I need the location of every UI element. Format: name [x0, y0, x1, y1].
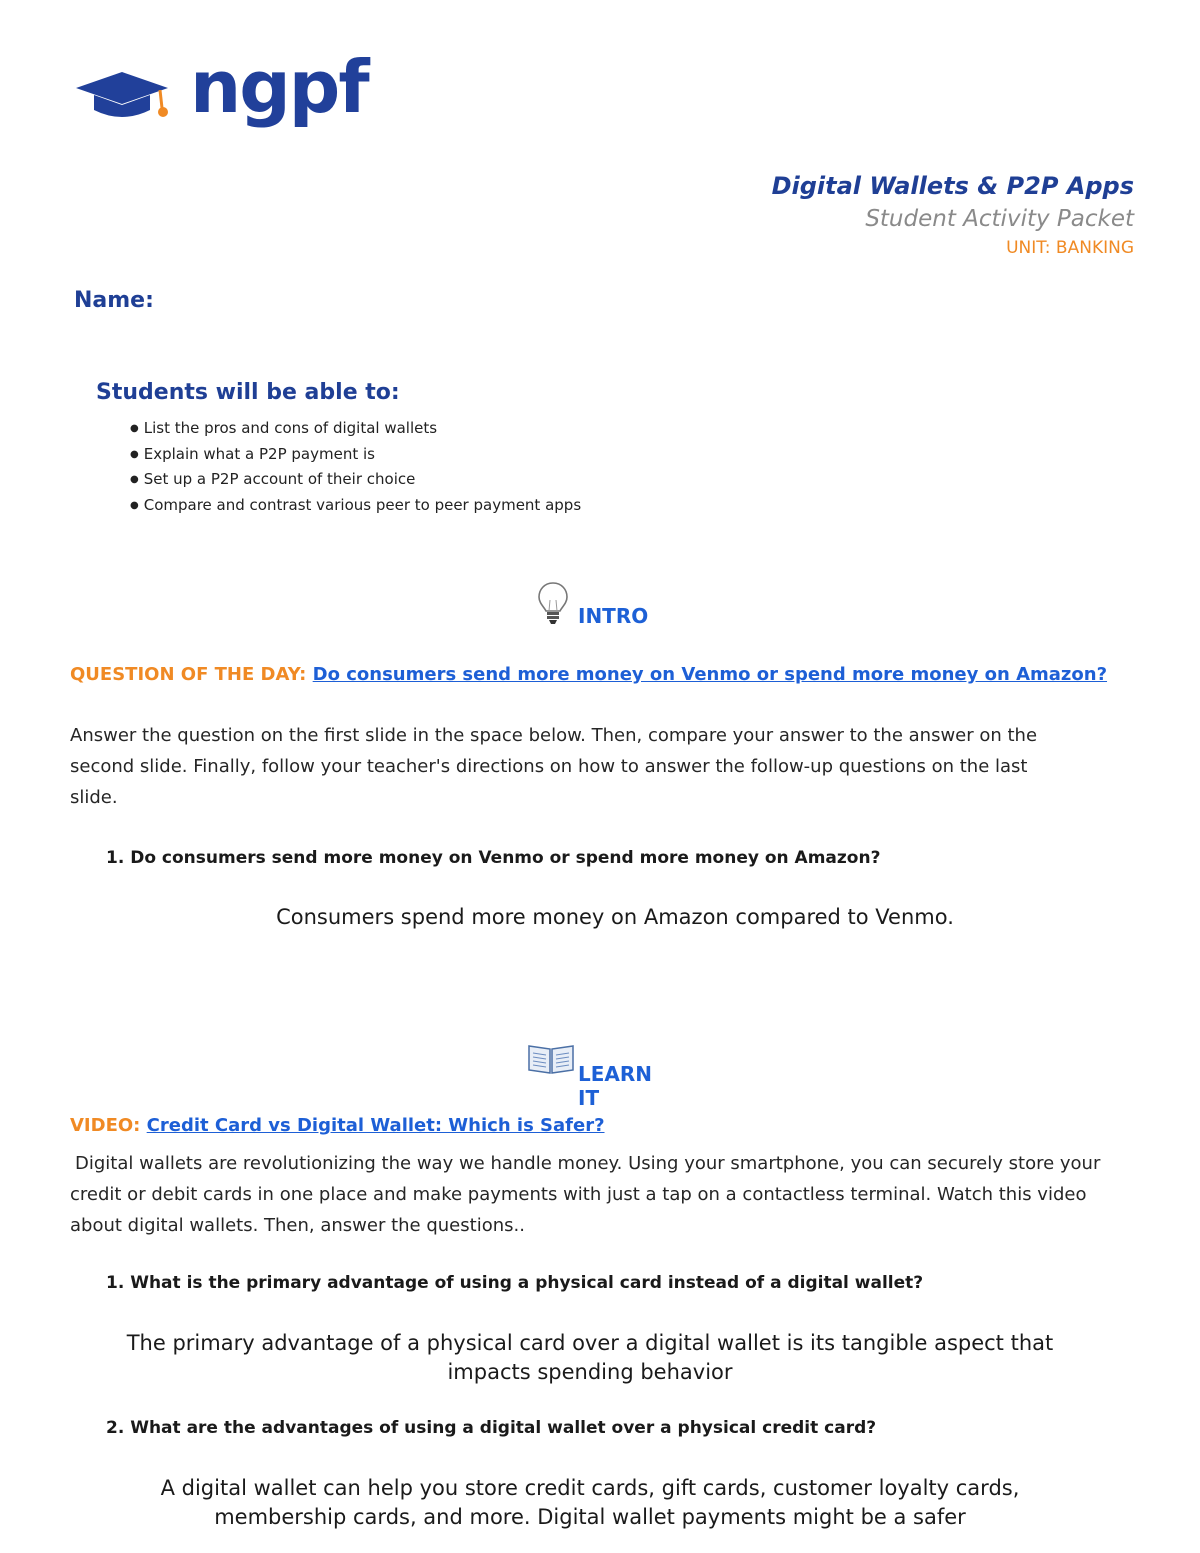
intro-question-1: 1. Do consumers send more money on Venmo or spend more money on Amazon? [106, 848, 881, 868]
ngpf-logo [76, 45, 376, 132]
learn-question-2: 2. What are the advantages of using a digital wallet over a physical credit card? [106, 1418, 877, 1438]
title-block [772, 172, 1134, 258]
learn-heading: LEARN IT [578, 1062, 653, 1110]
list-item: ● List the pros and cons of digital wallets [130, 416, 581, 442]
video-link[interactable]: Credit Card vs Digital Wallet: Which is Safer? [146, 1115, 605, 1136]
book-icon [526, 1042, 576, 1076]
list-item: ● Explain what a P2P payment is [130, 442, 581, 468]
list-item: ● Set up a P2P account of their choice [130, 467, 581, 493]
learn-instructions: Digital wallets are revolutionizing the way we handle money. Using your smartphone, you can securely store your credit or debit cards in one place and make payments with just a tap on a contactless terminal. Watch this video about digital wallets. Then, answer the questions.. [70, 1153, 1101, 1236]
intro-instructions: Answer the question on the first slide in the space below. Then, compare your answer to the answer on the second slide. Finally, follow your teacher's directions on how to answer the follow-up questions on the last slide. [70, 725, 1038, 808]
list-item: ● Compare and contrast various peer to peer payment apps [130, 493, 581, 519]
video-line [70, 1115, 605, 1136]
intro-heading: INTRO [578, 604, 649, 628]
objectives-heading: Students will be able to: [96, 380, 400, 405]
logo-wordmark: ngpf [190, 45, 368, 129]
lightbulb-icon [536, 580, 570, 626]
name-label: Name: [74, 288, 154, 313]
document-title: Digital Wallets & P2P Apps [771, 172, 1134, 200]
video-label: VIDEO: [70, 1115, 141, 1136]
document-subtitle: Student Activity Packet [865, 206, 1134, 232]
qotd-link[interactable]: Do consumers send more money on Venmo or spend more money on Amazon? [312, 664, 1108, 685]
graduation-cap-icon [76, 70, 188, 124]
learn-question-1: 1. What is the primary advantage of using a physical card instead of a digital wallet? [106, 1273, 924, 1293]
qotd-label: QUESTION OF THE DAY: [70, 664, 307, 685]
question-of-the-day [70, 660, 1140, 690]
objectives-list [130, 416, 581, 518]
unit-label: UNIT: BANKING [1006, 238, 1134, 258]
intro-answer-1: Consumers spend more money on Amazon compared to Venmo. [276, 905, 954, 929]
learn-answer-1: The primary advantage of a physical card over a digital wallet is its tangible aspect that impacts spending behavior [126, 1331, 1054, 1384]
learn-answer-2: A digital wallet can help you store credit cards, gift cards, customer loyalty cards, membership cards, and more. Digital wallet payments might be a safer [160, 1476, 1020, 1529]
